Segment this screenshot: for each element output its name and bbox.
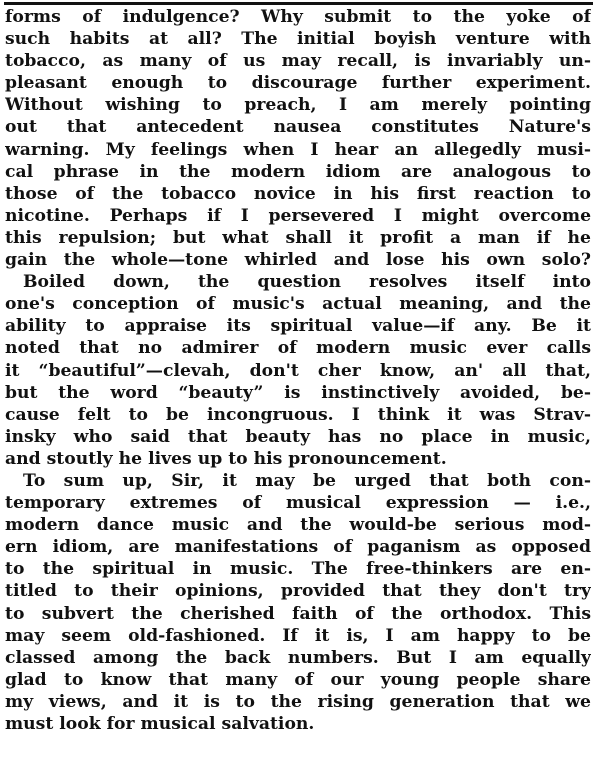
text-line: classed among the back numbers. But I am equally (5, 647, 591, 668)
paragraph-3 (5, 470, 591, 735)
text-line: my views, and it is to the rising generation that we (5, 691, 591, 712)
text-line: it “beautiful”—clevah, don't cher know, an' all that, (5, 360, 591, 381)
paragraph-1 (5, 6, 591, 271)
text-line: but the word “beauty” is instinctively avoided, be- (5, 382, 591, 403)
text-line: one's conception of music's actual meaning, and the (5, 294, 591, 315)
text-line: must look for musical salvation. (5, 714, 315, 734)
text-line: such habits at all? The initial boyish venture with (5, 29, 591, 50)
text-line: Without wishing to preach, I am merely pointing (5, 95, 591, 116)
text-line: cal phrase in the modern idiom are analogous to (5, 161, 591, 182)
text-line: warning. My feelings when I hear an allegedly musi- (5, 139, 591, 160)
text-line: and stoutly he lives up to his pronouncement. (5, 448, 447, 469)
paragraph-2 (5, 271, 591, 470)
text-line: titled to their opinions, provided that they don't try (5, 581, 591, 602)
text-line: To sum up, Sir, it may be urged that both con- (23, 470, 591, 491)
text-line: this repulsion; but what shall it profit a man if he (5, 227, 591, 248)
top-rule (4, 2, 593, 5)
text-line: forms of indulgence? Why submit to the yoke of (5, 7, 591, 27)
text-line: ern idiom, are manifestations of paganism as opposed (5, 537, 591, 558)
text-line: to the spiritual in music. The free-thinkers are en- (5, 559, 591, 580)
text-line: nicotine. Perhaps if I persevered I might overcome (5, 205, 591, 226)
text-line: insky who said that beauty has no place in music, (5, 426, 591, 447)
text-line: glad to know that many of our young people share (5, 669, 591, 690)
text-line: those of the tobacco novice in his first reaction to (5, 183, 591, 204)
text-line: ability to appraise its spiritual value—if any. Be it (5, 316, 591, 337)
text-line: out that antecedent nausea constitutes Nature's (5, 117, 591, 138)
text-line: modern dance music and the would-be serious mod- (5, 515, 591, 536)
article-text (5, 6, 591, 735)
text-line: to subvert the cherished faith of the orthodox. This (5, 603, 591, 624)
text-line: tobacco, as many of us may recall, is invariably un- (5, 51, 591, 72)
text-line: noted that no admirer of modern music ever calls (5, 338, 591, 359)
text-line: gain the whole—tone whirled and lose his own solo? (5, 250, 591, 271)
text-line: pleasant enough to discourage further experiment. (5, 73, 591, 94)
text-line: temporary extremes of musical expression — i.e., (5, 493, 591, 514)
text-line: cause felt to be incongruous. I think it was Strav- (5, 404, 591, 425)
text-line: may seem old-fashioned. If it is, I am happy to be (5, 625, 591, 646)
text-line: Boiled down, the question resolves itself into (23, 272, 591, 293)
